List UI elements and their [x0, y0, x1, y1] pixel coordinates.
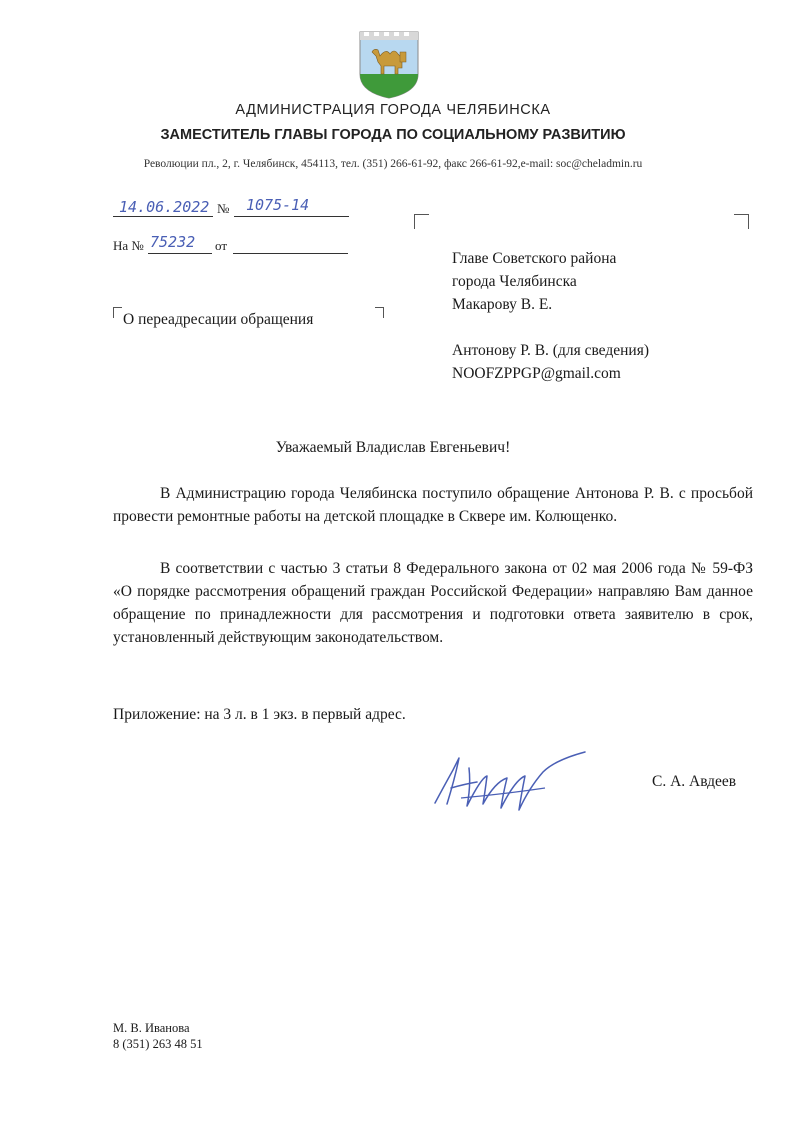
- handwritten-signature: [425, 748, 595, 820]
- subject-corner-left: [113, 307, 122, 318]
- body-paragraph-1: В Администрацию города Челябинска поступило обращение Антонова Р. В. с просьбой провести ремонтные работы на детской площадке в Сквере им. Колющенко.: [113, 485, 753, 525]
- date-field: [113, 200, 213, 217]
- organization-name: АДМИНИСТРАЦИЯ ГОРОДА ЧЕЛЯБИНСКА: [235, 102, 551, 118]
- executor-block: [113, 1020, 203, 1052]
- date-handwritten: 14.06.2022: [119, 198, 210, 216]
- executor-phone: 8 (351) 263 48 51: [113, 1037, 203, 1051]
- number-label: №: [217, 201, 230, 216]
- from-date-field: [233, 237, 348, 254]
- addressee-corner-left: [414, 214, 429, 229]
- organization-address: Революции пл., 2, г. Челябинск, 454113, тел. (351) 266-61-92, факс 266-61-92,e-mail: soc@cheladmin.ru: [143, 158, 643, 170]
- department-name: ЗАМЕСТИТЕЛЬ ГЛАВЫ ГОРОДА ПО СОЦИАЛЬНОМУ РАЗВИТИЮ: [160, 127, 626, 143]
- addressee-line: Антонову Р. В. (для сведения): [452, 342, 650, 359]
- reference-number-field: [148, 233, 212, 254]
- executor-name: М. В. Иванова: [113, 1021, 190, 1035]
- addressee-line: города Челябинска: [452, 273, 577, 290]
- attachment-note: Приложение: на 3 л. в 1 экз. в первый адрес.: [113, 706, 406, 723]
- body-paragraph-2: В соответствии с частью 3 статьи 8 Федерального закона от 02 мая 2006 года № 59-ФЗ «О порядке рассмотрения обращений граждан Российской Федерации» направляю Вам данное обращение по принадлежности для рассмотрения и подготовки ответа заявителю в срок, установленный действующим законодательством.: [113, 560, 753, 646]
- addressee-email: NOOFZPPGP@gmail.com: [452, 365, 621, 382]
- subject-corner-right: [375, 307, 384, 318]
- addressee-line: Главе Советского района: [452, 250, 617, 267]
- letter-subject: О переадресации обращения: [123, 311, 314, 328]
- reference-handwritten: 75232: [150, 233, 196, 251]
- number-field: [234, 196, 349, 217]
- addressee-line: Макарову В. Е.: [452, 296, 553, 313]
- reference-label: На №: [113, 238, 144, 253]
- city-coat-of-arms: [358, 30, 420, 100]
- from-label: от: [215, 238, 228, 253]
- addressee-corner-right: [734, 214, 749, 229]
- addressee-block: [452, 247, 752, 385]
- greeting: Уважаемый Владислав Евгеньевич!: [275, 439, 511, 456]
- addressee-spacer: [452, 316, 752, 339]
- signer-name: С. А. Авдеев: [652, 773, 737, 790]
- number-handwritten: 1075-14: [246, 196, 310, 214]
